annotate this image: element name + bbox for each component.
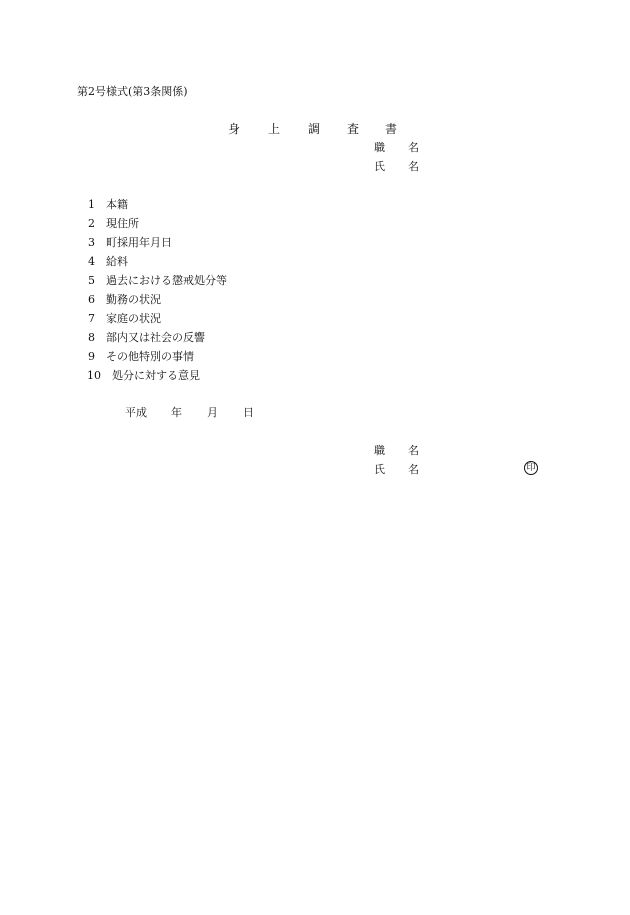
item-number: 6 <box>88 293 95 306</box>
title-char: 上 <box>268 122 281 136</box>
item-number: 9 <box>88 350 95 363</box>
signature-name-label-2: 名 <box>408 463 419 476</box>
item-label: 本籍 <box>106 198 128 211</box>
item-label: 勤務の状況 <box>106 293 161 306</box>
title-char: 書 <box>385 122 398 136</box>
item-number: 2 <box>88 217 95 230</box>
title-char: 調 <box>308 122 321 136</box>
seal-mark-icon: 印 <box>524 461 538 475</box>
item-label: 過去における懲戒処分等 <box>106 274 227 287</box>
form-number: 第2号様式(第3条関係) <box>77 85 188 98</box>
signature-position-label-2: 名 <box>408 444 419 457</box>
item-label: その他特別の事情 <box>106 350 194 363</box>
item-label: 部内又は社会の反響 <box>106 331 205 344</box>
signature-name-label-1: 氏 <box>374 463 385 476</box>
document-title <box>228 123 418 137</box>
item-label: 町採用年月日 <box>106 236 172 249</box>
item-label: 給料 <box>106 255 128 268</box>
item-label: 家庭の状況 <box>106 312 161 325</box>
item-number: 5 <box>88 274 95 287</box>
header-name-label-1: 氏 <box>374 160 385 173</box>
item-label: 処分に対する意見 <box>112 369 200 382</box>
item-number: 8 <box>88 331 95 344</box>
date-year: 年 <box>171 406 182 419</box>
header-position-label-2: 名 <box>408 141 419 154</box>
item-label: 現住所 <box>106 217 139 230</box>
date-month: 月 <box>207 406 218 419</box>
item-number: 1 <box>88 198 95 211</box>
item-number: 7 <box>88 312 95 325</box>
item-number: 3 <box>88 236 95 249</box>
item-number: 4 <box>88 255 95 268</box>
header-name-label-2: 名 <box>408 160 419 173</box>
header-position-label-1: 職 <box>374 141 385 154</box>
date-day: 日 <box>243 406 254 419</box>
title-char: 身 <box>228 122 241 136</box>
item-number: 10 <box>87 369 101 382</box>
date-era: 平成 <box>125 406 147 419</box>
title-char: 査 <box>347 122 360 136</box>
signature-position-label-1: 職 <box>374 444 385 457</box>
